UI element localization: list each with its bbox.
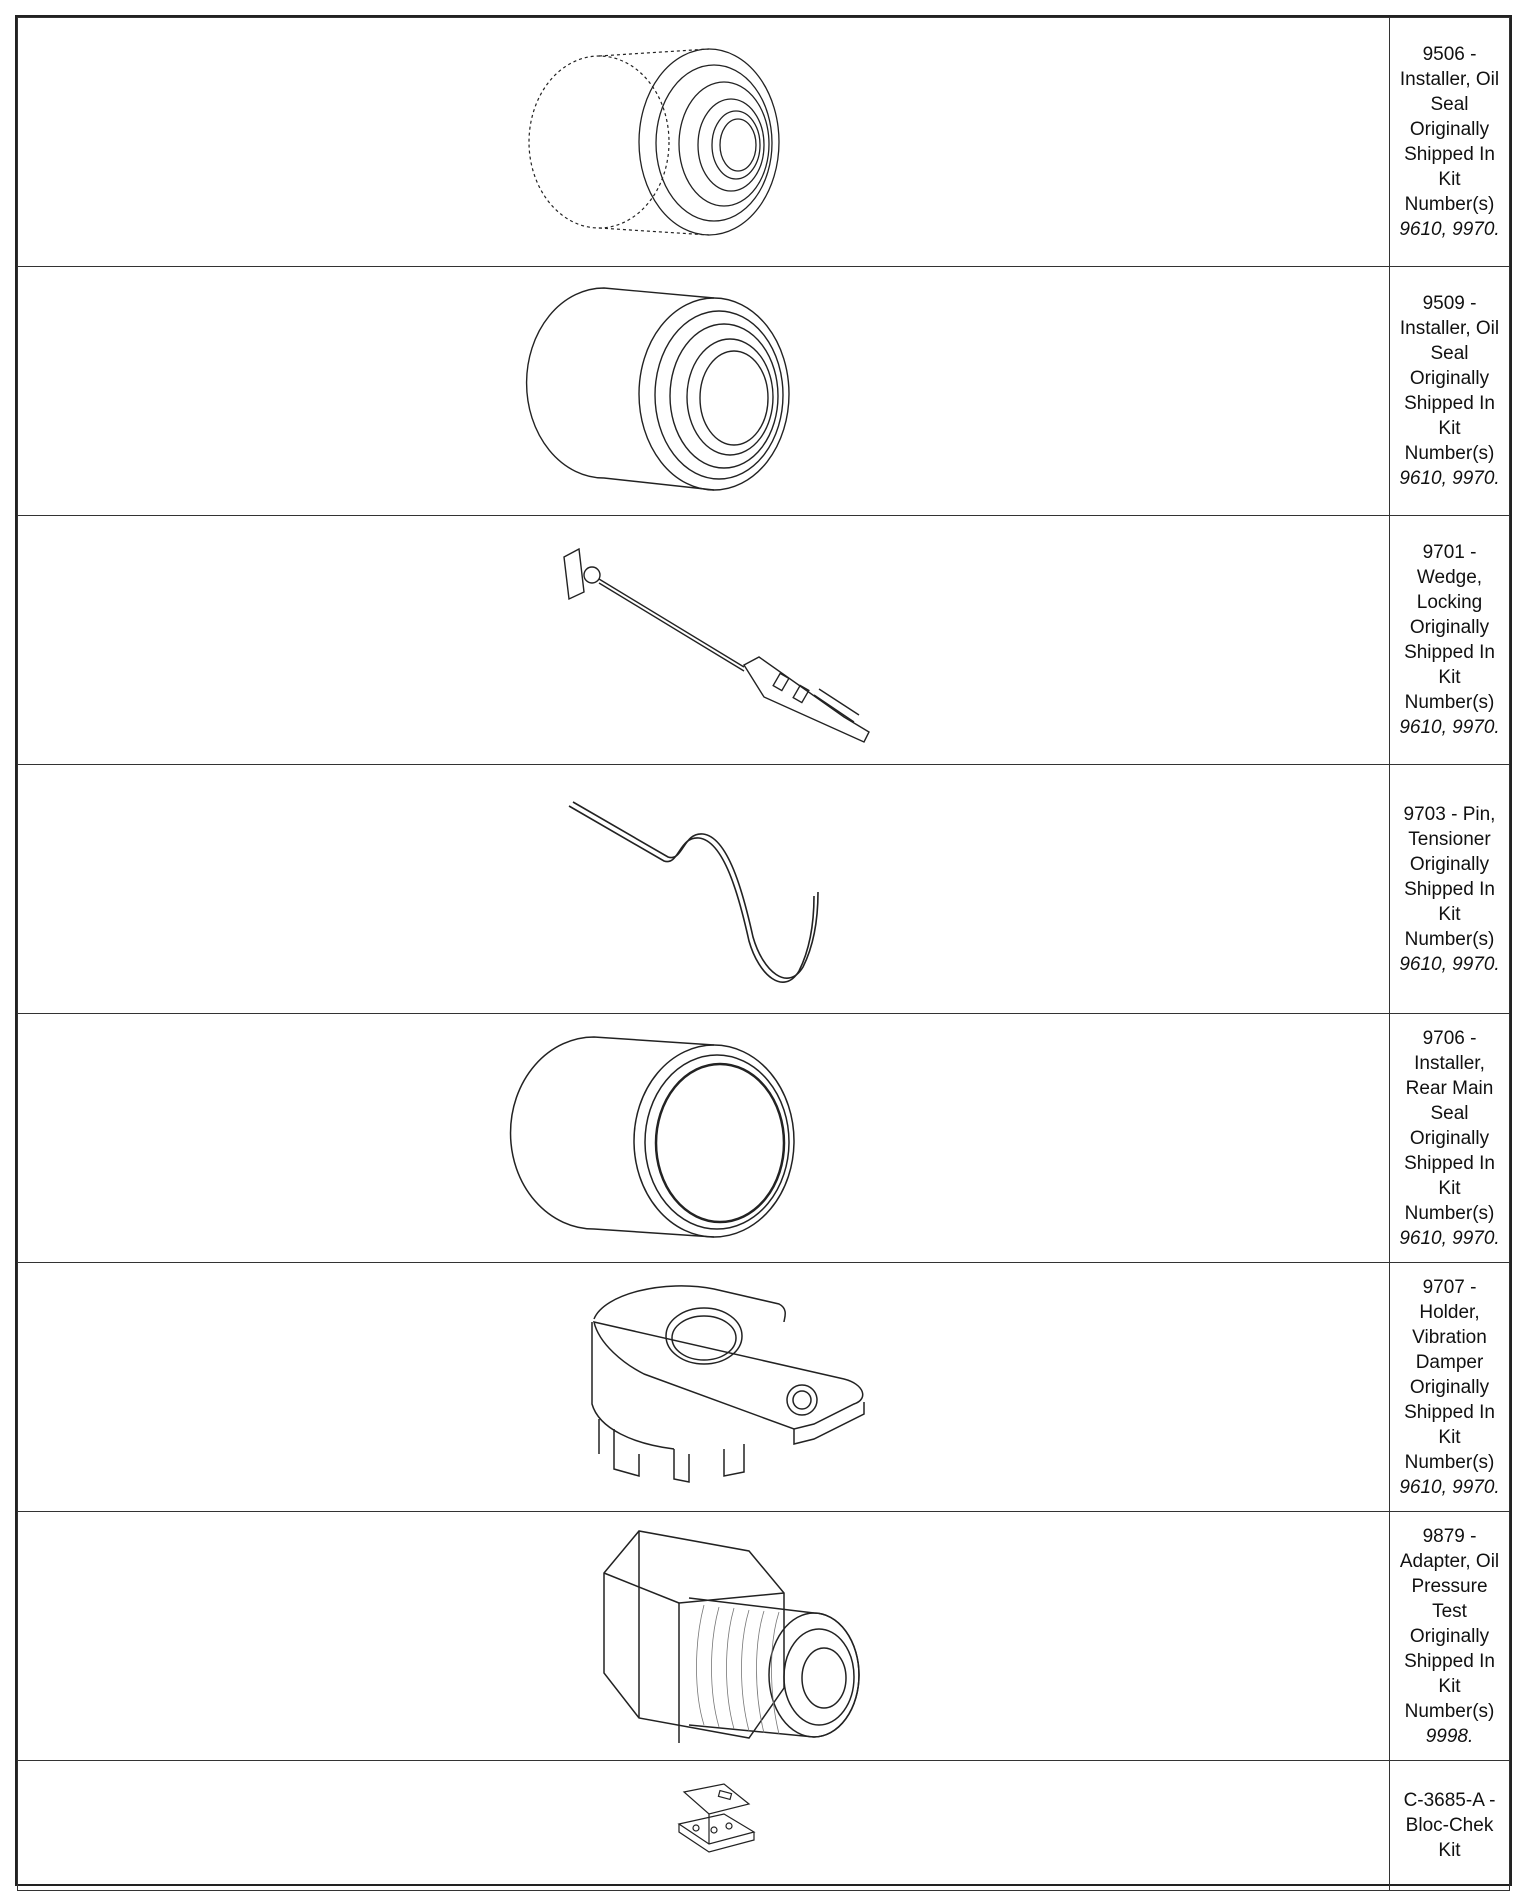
- special-tools-table: [17, 17, 1510, 1891]
- table-row: [18, 1263, 1510, 1512]
- tool-description-line: Pressure: [1411, 1575, 1488, 1597]
- tool-description-line: Number(s): [1404, 692, 1495, 713]
- tool-description-line: Shipped In: [1404, 878, 1495, 900]
- tool-description-cell: [1390, 18, 1510, 267]
- tool-description-line: Test: [1432, 1600, 1467, 1622]
- table-row: [18, 1512, 1510, 1761]
- tool-description-line: Kit: [1438, 1840, 1461, 1861]
- tool-illustration-cell: [18, 1761, 1390, 1891]
- tool-description-line: Originally: [1409, 1127, 1490, 1149]
- tool-description-line: Originally: [1409, 1625, 1490, 1647]
- tool-illustration-cell: [18, 1512, 1390, 1761]
- tool-illustration-cell: [18, 765, 1390, 1014]
- tool-illustration-cell: [18, 1263, 1390, 1512]
- tool-description-line: Kit: [1438, 1675, 1461, 1697]
- tool-description-line: Kit: [1438, 903, 1461, 925]
- tool-description-line: Number(s): [1404, 1451, 1495, 1473]
- tool-description-line: Number(s): [1404, 443, 1495, 464]
- tool-description-line: 9879 -: [1422, 1525, 1477, 1547]
- tool-description-line: Installer, Oil: [1399, 69, 1500, 90]
- tool-description-line: Kit: [1438, 667, 1461, 688]
- tool-description-line: Shipped In: [1404, 393, 1495, 414]
- table-row: [18, 516, 1510, 765]
- bloc-chek-kit-drawing: [24, 1762, 1384, 1890]
- tool-description-line: Kit: [1438, 169, 1461, 190]
- tool-description-line: Seal: [1430, 1102, 1469, 1124]
- tool-description-line: Locking: [1416, 592, 1483, 613]
- tool-description-line: Originally: [1409, 617, 1490, 638]
- tool-description-line: Number(s): [1404, 1700, 1495, 1722]
- oil-seal-installer-9509-drawing: [24, 268, 1384, 515]
- tool-description-line: Shipped In: [1404, 1650, 1495, 1672]
- tool-table-sheet: [15, 15, 1512, 1886]
- tool-description-line: Originally: [1409, 1376, 1490, 1398]
- tool-illustration-cell: [18, 18, 1390, 267]
- tool-description-cell: [1390, 1512, 1510, 1761]
- tool-description-line: Damper: [1415, 1351, 1484, 1373]
- tool-description-cell: [1390, 765, 1510, 1014]
- kit-numbers: 9610, 9970.: [1399, 717, 1500, 738]
- tool-description-line: Number(s): [1404, 1202, 1495, 1224]
- kit-numbers: 9610, 9970.: [1399, 1227, 1500, 1249]
- tool-description-cell: [1390, 516, 1510, 765]
- tool-description-line: 9509 -: [1422, 293, 1477, 314]
- tool-illustration-cell: [18, 516, 1390, 765]
- tool-description-line: 9706 -: [1422, 1027, 1477, 1049]
- tool-description-line: Originally: [1409, 368, 1490, 389]
- tool-description-cell: [1390, 1761, 1510, 1891]
- locking-wedge-drawing: [24, 517, 1384, 764]
- rear-main-seal-installer-drawing: [24, 1015, 1384, 1262]
- tool-description-line: Shipped In: [1404, 1401, 1495, 1423]
- tool-description-line: 9707 -: [1422, 1276, 1477, 1298]
- tool-description-line: Holder,: [1419, 1301, 1480, 1323]
- table-row: [18, 765, 1510, 1014]
- tensioner-pin-drawing: [24, 766, 1384, 1013]
- tool-description-line: Wedge,: [1416, 567, 1483, 588]
- kit-numbers: 9610, 9970.: [1399, 468, 1500, 489]
- tool-description-line: Bloc-Chek: [1405, 1815, 1494, 1836]
- table-row: [18, 1761, 1510, 1891]
- tool-description-cell: [1390, 267, 1510, 516]
- tool-description-line: Installer,: [1414, 1052, 1485, 1074]
- table-row: [18, 18, 1510, 267]
- tool-description-line: Originally: [1409, 853, 1490, 875]
- tool-description-line: 9506 -: [1422, 44, 1477, 65]
- table-row: [18, 267, 1510, 516]
- tool-description-line: Rear Main: [1405, 1077, 1494, 1099]
- kit-numbers: 9610, 9970.: [1399, 953, 1500, 975]
- kit-numbers: 9610, 9970.: [1399, 1476, 1500, 1498]
- tool-description-line: Kit: [1438, 418, 1461, 439]
- tool-description-line: Shipped In: [1404, 1152, 1495, 1174]
- tool-description-line: Vibration: [1412, 1326, 1487, 1348]
- tool-description-line: Number(s): [1404, 928, 1495, 950]
- tool-description-line: Number(s): [1404, 194, 1495, 215]
- tool-description-line: Kit: [1438, 1177, 1461, 1199]
- tool-description-line: 9701 -: [1422, 542, 1477, 563]
- tool-description-line: Originally: [1409, 119, 1490, 140]
- tool-description-line: C-3685-A -: [1403, 1790, 1496, 1811]
- tool-description-line: Shipped In: [1404, 144, 1495, 165]
- tool-description-line: Seal: [1430, 343, 1469, 364]
- tool-illustration-cell: [18, 267, 1390, 516]
- tool-illustration-cell: [18, 1014, 1390, 1263]
- kit-numbers: 9998.: [1425, 1725, 1474, 1747]
- table-row: [18, 1014, 1510, 1263]
- vibration-damper-holder-drawing: [24, 1264, 1384, 1511]
- tool-description-line: Adapter, Oil: [1399, 1550, 1500, 1572]
- tool-description-line: Tensioner: [1408, 828, 1491, 850]
- tool-description-line: Seal: [1430, 94, 1469, 115]
- tool-description-line: 9703 - Pin,: [1403, 803, 1496, 825]
- tool-description-line: Installer, Oil: [1399, 318, 1500, 339]
- tool-description-line: Kit: [1438, 1426, 1461, 1448]
- tool-description-cell: [1390, 1014, 1510, 1263]
- oil-pressure-test-adapter-drawing: [24, 1513, 1384, 1760]
- oil-seal-installer-9506-drawing: [24, 19, 1384, 266]
- tool-description-line: Shipped In: [1404, 642, 1495, 663]
- kit-numbers: 9610, 9970.: [1399, 219, 1500, 240]
- tool-description-cell: [1390, 1263, 1510, 1512]
